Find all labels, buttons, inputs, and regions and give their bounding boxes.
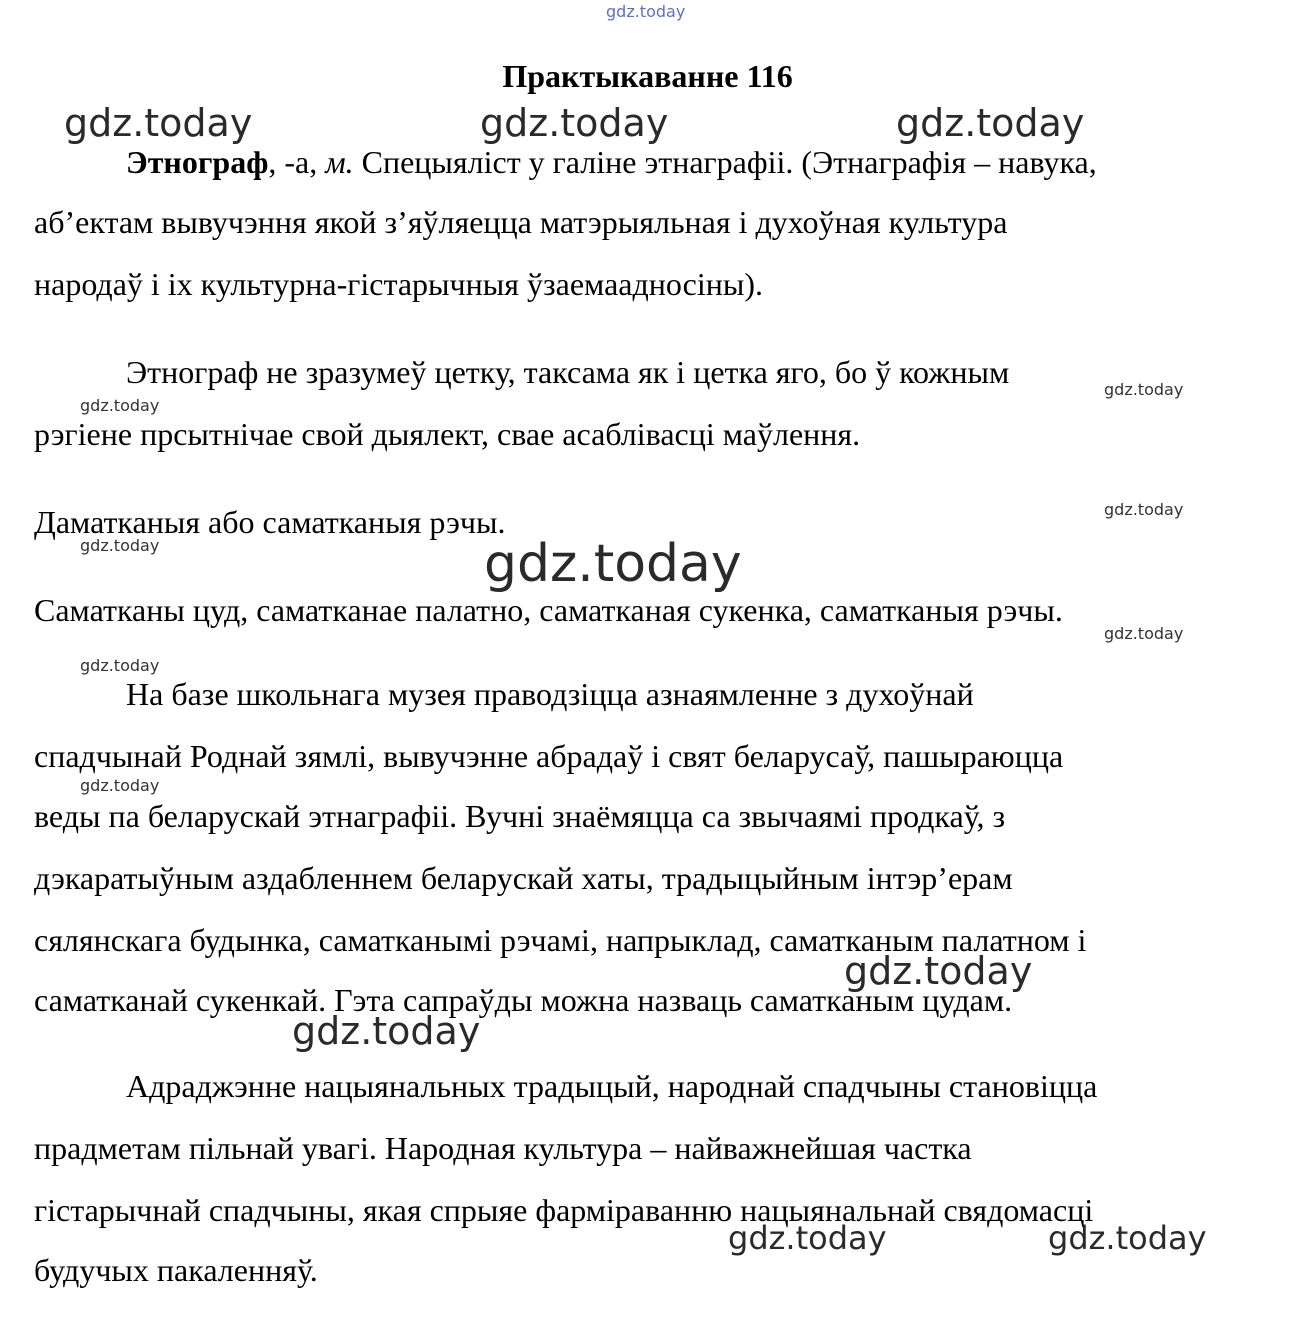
paragraph-2-line-4: дэкаратыўным аздабленнем беларускай хаты, традыцыйным інтэр’ерам — [34, 860, 1013, 896]
definition-line-2: аб’ектам вывучэння якой з’яўляецца матэрыяльная і духоўная культура — [34, 204, 1008, 240]
watermark: gdz.today — [292, 1009, 481, 1053]
watermark: gdz.today — [80, 656, 160, 675]
phrase-2: Саматканы цуд, саматканае палатно, саматканая сукенка, саматканыя рэчы. — [34, 592, 1063, 628]
watermark: gdz.today — [728, 1219, 887, 1257]
watermark-large: gdz.today — [484, 534, 742, 594]
watermark: gdz.today — [1104, 380, 1184, 399]
definition-text: Спецыяліст у галіне этнаграфіі. (Этнаграфія – навука, — [353, 144, 1097, 180]
paragraph-2-line-2: спадчынай Роднай зямлі, вывучэнне абрадаў і свят беларусаў, пашыраюцца — [34, 738, 1064, 774]
paragraph-3-line-4: будучых пакаленняў. — [34, 1252, 318, 1288]
watermark: gdz.today — [64, 101, 253, 145]
definition-abbr: м. — [325, 144, 354, 180]
watermark: gdz.today — [1104, 624, 1184, 643]
definition-term: Этнограф — [126, 144, 269, 180]
watermark: gdz.today — [80, 536, 160, 555]
watermark: gdz.today — [844, 949, 1033, 993]
watermark-top: gdz.today — [606, 2, 686, 21]
paragraph-1-line-2: рэгіене прсытнічае свой дыялект, свае асаблівасці маўлення. — [34, 416, 861, 452]
watermark: gdz.today — [1104, 500, 1184, 519]
definition-line-3: народаў і іх культурна-гістарычныя ўзаемаадносіны). — [34, 266, 764, 302]
paragraph-3-line-3: гістарычнай спадчыны, якая спрыяе фарміраванню нацыянальнай свядомасці — [34, 1192, 1094, 1228]
paragraph-2-line-3: веды па беларускай этнаграфіі. Вучні знаёмяцца са звычаямі продкаў, з — [34, 798, 1006, 834]
paragraph-3-line-2: прадметам пільнай увагі. Народная культура – найважнейшая частка — [34, 1130, 972, 1166]
paragraph-2-line-5: сялянскага будынка, саматканымі рэчамі, напрыклад, саматканым палатном і — [34, 922, 1087, 958]
paragraph-2-line-6: саматканай сукенкай. Гэта сапраўды можна назваць саматканым цудам. — [34, 982, 1013, 1018]
definition-line-1 — [126, 142, 1097, 182]
phrase-1: Даматканыя або саматканыя рэчы. — [34, 504, 506, 540]
page-title: Практыкаванне 116 — [502, 58, 793, 94]
watermark: gdz.today — [480, 101, 669, 145]
watermark: gdz.today — [896, 101, 1085, 145]
paragraph-1-line-1: Этнограф не зразумеў цетку, таксама як і цетка яго, бо ў кожным — [126, 354, 1010, 390]
watermark: gdz.today — [80, 776, 160, 795]
watermark: gdz.today — [1048, 1219, 1207, 1257]
paragraph-3-line-1: Адраджэнне нацыянальных традыцый, народнай спадчыны становіцца — [126, 1068, 1098, 1104]
paragraph-2-line-1: На базе школьнага музея праводзіцца азнаямленне з духоўнай — [126, 676, 974, 712]
watermark: gdz.today — [80, 396, 160, 415]
definition-grammar: , -а, — [268, 144, 326, 180]
